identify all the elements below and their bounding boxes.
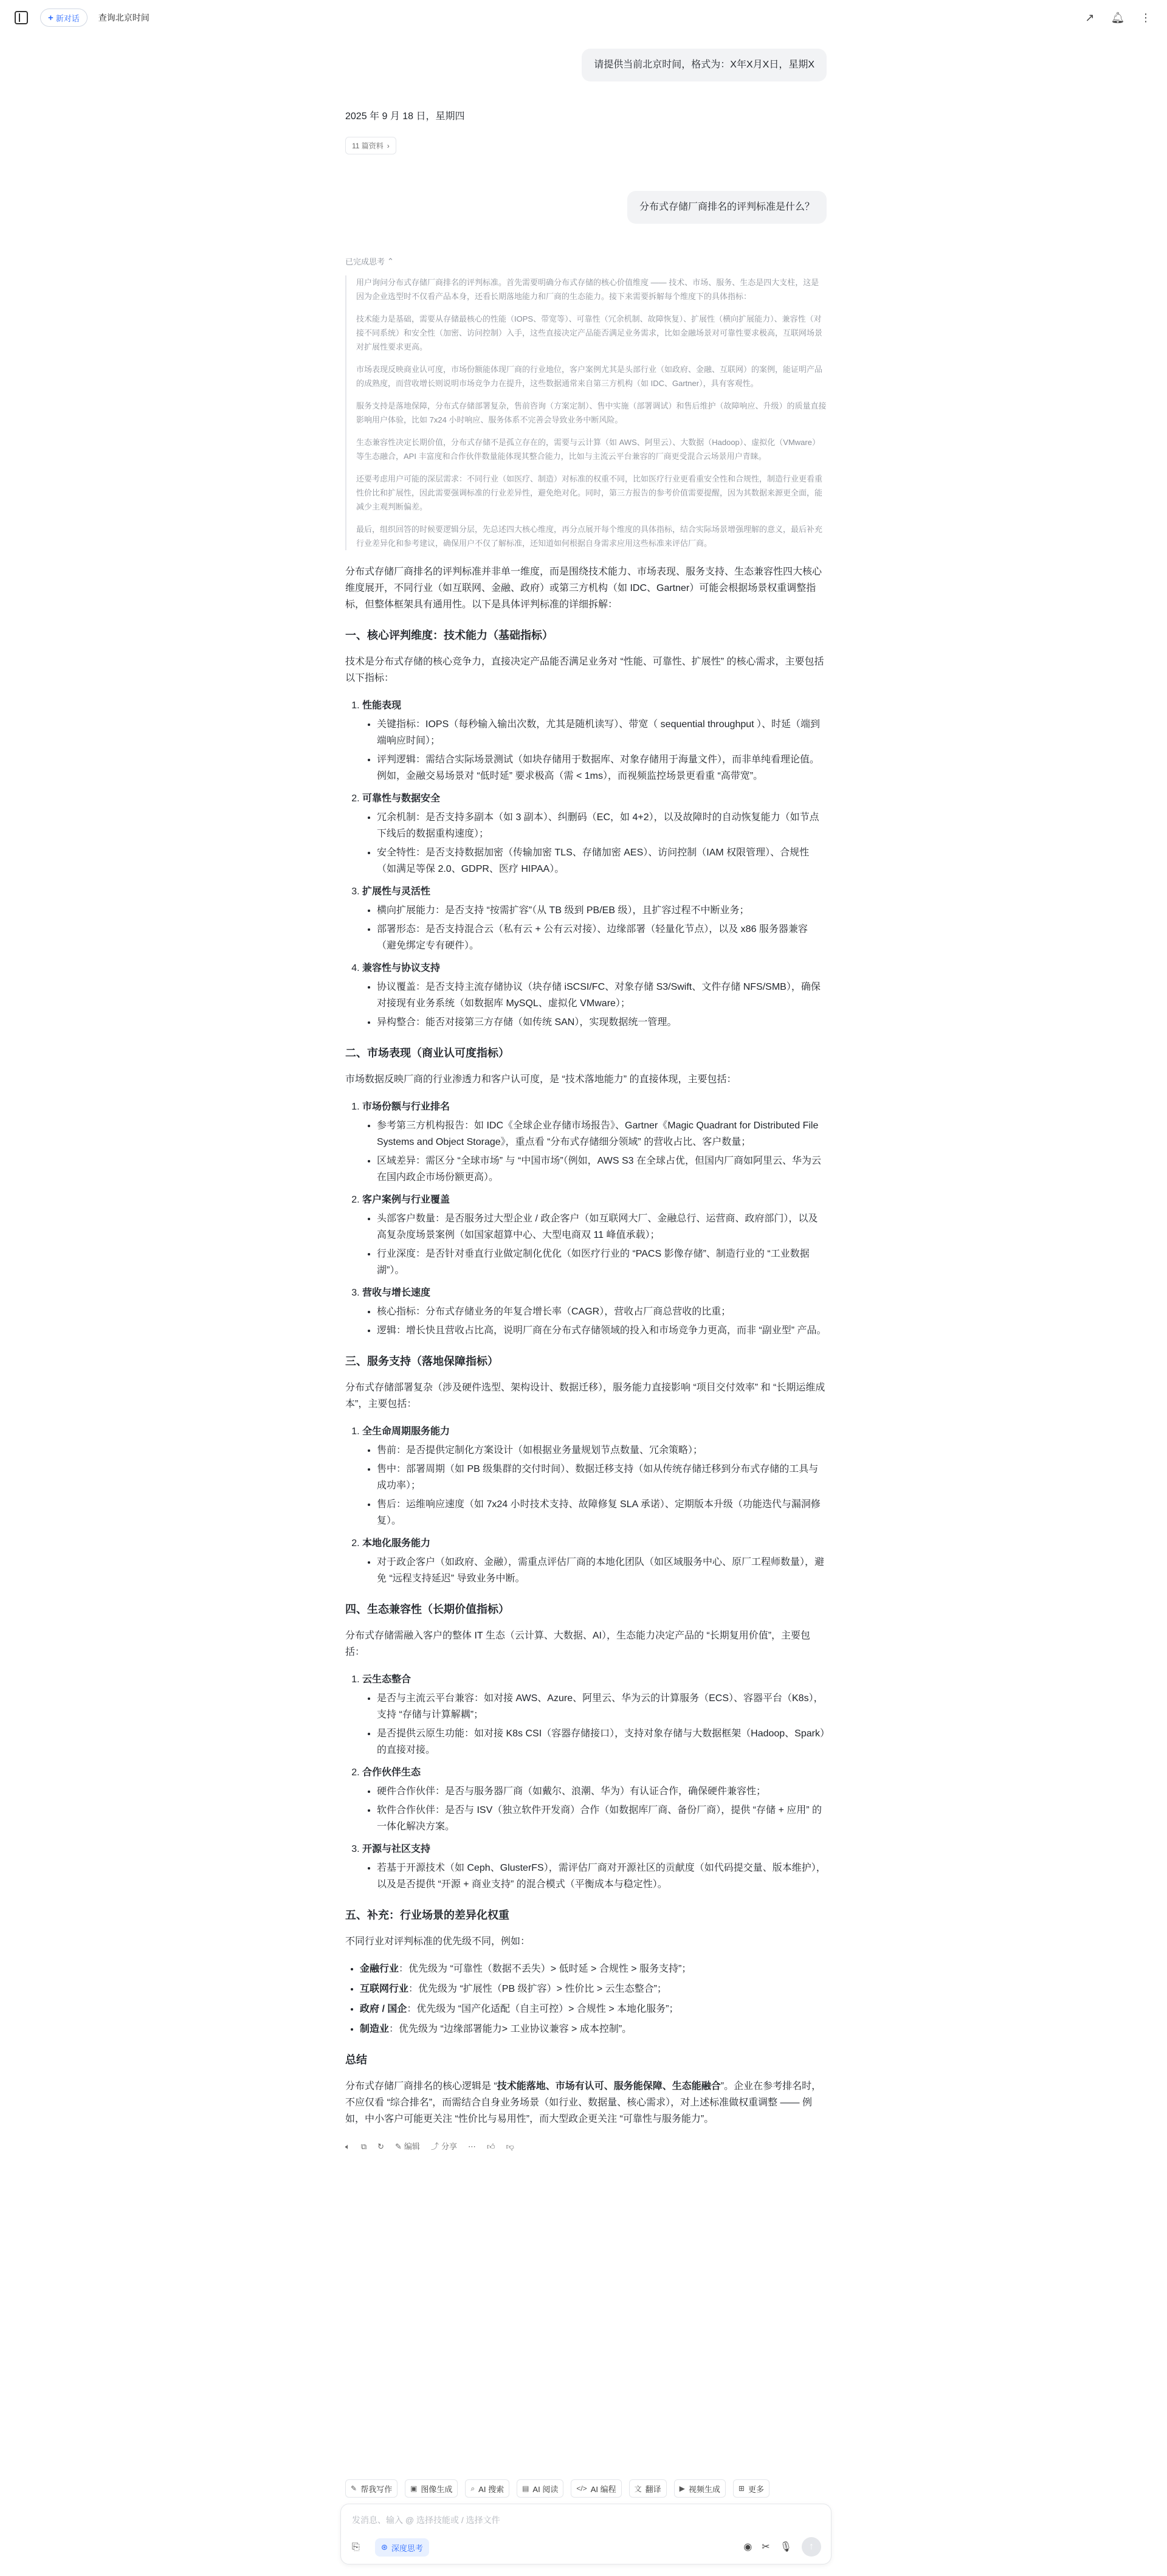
new-chat-label: 新对话 [55, 13, 80, 23]
user-message-text: 分布式存储厂商排名的评判标准是什么？ [627, 191, 827, 224]
list-item [362, 1841, 827, 1893]
bell-icon[interactable]: 🔔︎ [1110, 11, 1125, 24]
sub-item: • 行业深度：是否针对垂直行业做定制化优化（如医疗行业的 “PACS 影像存储”、制造行业的 “工业数据湖”）。 [377, 1246, 827, 1279]
sub-item: • 逻辑：增长快且营收占比高，说明厂商在分布式存储领域的投入和市场竞争力更高，而非 “副业型” 产品。 [377, 1322, 827, 1339]
image-icon: ▣ [410, 2484, 418, 2493]
tool-label: 翻译 [645, 2484, 661, 2494]
sub-item: • 区域差异：需区分 “全球市场” 与 “中国市场”（例如，AWS S3 在全球占优，但国内厂商如阿里云、华为云在国内政企市场份额更高）。 [377, 1153, 827, 1186]
summary-text [345, 2078, 827, 2127]
top-bar [0, 0, 1167, 35]
list-item [362, 883, 827, 954]
sub-item: • 是否提供云原生功能：如对接 K8s CSI（容器存储接口），支持对象存储与大数据框架（Hadoop、Spark）的直接对接。 [377, 1725, 827, 1758]
industry-priority: ：优先级为 “扩展性（PB 级扩容）> 性价比 > 云生态整合”； [408, 1984, 667, 1994]
sub-item: • 协议覆盖：是否支持主流存储协议（块存储 iSCSI/FC、对象存储 S3/Swift、文件存储 NFS/SMB），确保对接现有业务系统（如数据库 MySQL、虚拟化 VMware）； [377, 979, 827, 1012]
translate-icon: 文 [634, 2484, 642, 2493]
item-title: 3. 开源与社区支持 [362, 1844, 431, 1854]
chevron-up-icon: ⌃ [387, 256, 394, 266]
deep-think-icon: ⊛ [381, 2543, 388, 2552]
send-button[interactable]: ↑ [802, 2537, 821, 2557]
item-title: 3. 营收与增长速度 [362, 1288, 431, 1298]
list-item [360, 2021, 827, 2037]
book-icon: ▤ [522, 2484, 529, 2493]
list-item [360, 2001, 827, 2017]
thinking-toggle[interactable] [345, 255, 827, 267]
section-lead: 分布式存储需融入客户的整体 IT 生态（云计算、大数据、AI），生态能力决定产品的 “长期复用价值”，主要包括： [345, 1631, 811, 1657]
answer-date: 2025 年 9 月 18 日，星期四 [345, 111, 465, 122]
industry-name: 金融行业 [360, 1964, 399, 1974]
sub-item: • 关键指标：IOPS（每秒输入输出次数，尤其是随机读写）、带宽（ sequential throughput ）、时延（端到端响应时间）； [377, 716, 827, 749]
answer-intro: 分布式存储厂商排名的评判标准并非单一维度，而是围绕技术能力、市场表现、服务支持、生态兼容性四大核心维度展开，不同行业（如互联网、金融、政府）或第三方机构（如 IDC、Gartner）可能会根据场景权重调整指标，但整体框架具有通用性。以下是具体评判标准的详细拆解： [345, 567, 822, 610]
section-title: 三、服务支持（落地保障指标） [345, 1355, 498, 1367]
tool-code[interactable] [571, 2479, 621, 2498]
section-list [345, 1099, 827, 1339]
sub-item: • 异构整合：能否对接第三方存储（如传统 SAN），实现数据统一管理。 [377, 1014, 827, 1031]
item-title: 1. 全生命周期服务能力 [362, 1426, 450, 1437]
deep-think-label: 深度思考 [391, 2543, 423, 2553]
sub-item: • 是否与主流云平台兼容：如对接 AWS、Azure、阿里云、华为云的计算服务（ECS）、容器平台（K8s），支持 “存储与计算解耦”； [377, 1690, 827, 1723]
sources-button[interactable] [345, 137, 396, 154]
tool-image[interactable] [405, 2479, 458, 2498]
section-title: 一、核心评判维度：技术能力（基础指标） [345, 629, 553, 641]
share-label: 分享 [441, 2142, 457, 2151]
list-item [362, 790, 827, 877]
new-chat-button[interactable] [40, 9, 88, 27]
grid-icon: ⊞ [738, 2484, 745, 2493]
sub-item: • 对于政企客户（如政府、金融），需重点评估厂商的本地化团队（如区域服务中心、原厂工程师数量），避免 “远程支持延迟” 导致业务中断。 [377, 1554, 827, 1587]
section-list [345, 1671, 827, 1893]
sub-item: • 软件合作伙伴：是否与 ISV（独立软件开发商）合作（如数据库厂商、备份厂商），提供 “存储 + 应用” 的一体化解决方案。 [377, 1802, 827, 1835]
industry-name: 制造业 [360, 2024, 390, 2034]
tool-search[interactable] [465, 2479, 509, 2498]
thinking-paragraph: 还要考虑用户可能的深层需求：不同行业（如医疗、制造）对标准的权重不同，比如医疗行业更看重安全性和合规性，制造行业更看重性价比和扩展性，因此需要强调标准的行业差异性，避免绝对化。同时，第三方报告的参考价值需要提醒，因为其数据来源更全面，能减少主观判断偏差。 [356, 474, 823, 511]
item-title: 1. 市场份额与行业排名 [362, 1102, 450, 1112]
search-icon: ⌕ [470, 2484, 475, 2493]
user-message-text: 请提供当前北京时间，格式为：X年X月X日，星期X [582, 49, 827, 81]
plus-icon: + [48, 12, 53, 23]
section-lead: 技术是分布式存储的核心竞争力，直接决定产品能否满足业务对 “性能、可靠性、扩展性” 的核心需求，主要包括以下指标： [345, 657, 824, 683]
industry-priority: ：优先级为 “可靠性（数据不丢失）> 低时延 > 合规性 > 服务支持”； [399, 1964, 692, 1974]
code-icon: </> [576, 2484, 587, 2493]
sub-item: • 参考第三方机构报告：如 IDC《全球企业存储市场报告》、Gartner《Magic Quadrant for Distributed File Systems and Object Storage》，重点看 “分布式存储细分领域” 的营收占比、客户数量； [377, 1117, 827, 1150]
tool-label: 帮我写作 [360, 2484, 393, 2494]
tool-label: AI 编程 [590, 2484, 616, 2494]
item-title: 2. 本地化服务能力 [362, 1538, 431, 1549]
sub-item: • 头部客户数量：是否服务过大型企业 / 政企客户（如互联网大厂、金融总行、运营商、政府部门），以及高复杂度场景案例（如国家超算中心、大型电商双 11 峰值承载）； [377, 1210, 827, 1243]
regenerate-icon[interactable]: ↻ [377, 2142, 385, 2151]
section-title: 二、市场表现（商业认可度指标） [345, 1047, 509, 1059]
conversation [345, 49, 827, 2155]
more-icon[interactable]: ⋮ [1140, 11, 1151, 24]
tool-bar [345, 2479, 827, 2498]
tool-read[interactable] [517, 2479, 563, 2498]
list-item [362, 697, 827, 784]
list-item [362, 1671, 827, 1758]
attachment-icon[interactable]: ⎘ [352, 2542, 360, 2552]
item-title: 1. 云生态整合 [362, 1674, 411, 1685]
tool-label: AI 搜索 [478, 2484, 504, 2494]
assistant-answer [345, 564, 827, 2155]
composer-placeholder[interactable]: 发消息、输入 @ 选择技能或 / 选择文件 [352, 2515, 500, 2525]
section-title: 五、补充：行业场景的差异化权重 [345, 1909, 509, 1921]
sub-item: • 若基于开源技术（如 Ceph、GlusterFS），需评估厂商对开源社区的贡献度（如代码提交量、版本维护），以及是否提供 “开源 + 商业支持” 的混合模式（平衡成本与稳定性）。 [377, 1860, 827, 1893]
thinking-paragraph: 用户询问分布式存储厂商排名的评判标准。首先需要明确分布式存储的核心价值维度 —— 技术、市场、服务、生态是四大支柱，这是因为企业选型时不仅看产品本身，还看长期落地能力和厂商的生态能力。接下来需要拆解每个维度下的具体指标： [356, 278, 819, 301]
section-list [345, 697, 827, 1031]
section-title: 总结 [345, 2054, 367, 2066]
thumbs-down-icon[interactable]: 👎︎ [506, 2142, 514, 2151]
microphone-icon[interactable]: 🎙︎ [779, 2542, 792, 2552]
summary-part: ”。企业在参考排名时，不应仅看 “综合排名”，而需结合自身业务场景（如行业、数据量、核心需求），对上述标准做权重调整 —— 例如，中小客户可能更关注 “性价比与易用性”，而大型政企更关注 “可靠性与服务能力”。 [345, 2081, 822, 2124]
sub-item: • 评判逻辑：需结合实际场景测试（如块存储用于数据库、对象存储用于海量文件），而非单纯看理论值。例如，金融交易场景对 “低时延” 要求极高（需 < 1ms），而视频监控场景更看重 “高带宽”。 [377, 751, 827, 784]
sub-item: • 核心指标：分布式存储业务的年复合增长率（CAGR），营收占厂商总营收的比重； [377, 1304, 827, 1320]
scissors-icon[interactable]: ✂ [762, 2542, 770, 2552]
thinking-paragraph: 最后，组织回答的时候要逻辑分层，先总述四大核心维度，再分点展开每个维度的具体指标，结合实际场景增强理解的意义，最后补充行业差异化和参考建议，确保用户不仅了解标准，还知道如何根据自身需求应用这些标准来评估厂商。 [356, 525, 823, 548]
item-title: 3. 扩展性与灵活性 [362, 886, 431, 897]
section-lead: 市场数据反映厂商的行业渗透力和客户认可度，是 “技术落地能力” 的直接体现，主要包括： [345, 1074, 737, 1085]
tool-label: 视频生成 [688, 2484, 720, 2494]
tool-write[interactable] [345, 2479, 398, 2498]
summary-bold: 技术能落地、市场有认可、服务能保障、生态能融合 [497, 2081, 721, 2091]
deep-think-toggle[interactable] [375, 2538, 429, 2557]
industry-name: 互联网行业 [360, 1984, 409, 1994]
list-item [360, 1981, 827, 1997]
thinking-paragraph: 技术能力是基础，需要从存储最核心的性能（IOPS、带宽等）、可靠性（冗余机制、故障恢复）、扩展性（横向扩展能力）、兼容性（对接不同系统）和安全性（加密、访问控制）入手，这些直接决定产品能否满足业务需求，比如金融场景对可靠性要求极高，互联网场景对扩展性要求更高。 [356, 314, 823, 351]
chat-title: 查询北京时间 [98, 13, 150, 22]
list-item [362, 1192, 827, 1279]
share-icon: ⤴ [430, 2142, 439, 2151]
camera-icon[interactable]: ◉ [743, 2542, 752, 2552]
list-item [360, 1961, 827, 1977]
sub-item: • 冗余机制：是否支持多副本（如 3 副本）、纠删码（EC，如 4+2），以及故障时的自动恢复能力（如节点下线后的数据重构速度）； [377, 809, 827, 842]
user-message [345, 49, 827, 81]
tool-translate[interactable] [629, 2479, 667, 2498]
section-lead: 不同行业对评判标准的优先级不同，例如： [345, 1936, 531, 1947]
thumbs-up-icon[interactable]: 👍︎ [486, 2142, 495, 2151]
message-actions [345, 2138, 827, 2155]
share-button[interactable] [431, 2138, 457, 2155]
sources-label: 11 篇资料 [352, 142, 384, 150]
tool-label: AI 阅读 [532, 2484, 559, 2494]
tool-label: 图像生成 [421, 2484, 453, 2494]
tool-label: 更多 [748, 2484, 764, 2494]
edit-icon: ✎ [395, 2142, 402, 2151]
chevron-right-icon: › [387, 141, 390, 150]
sub-item: • 硬件合作伙伴：是否与服务器厂商（如戴尔、浪潮、华为）有认证合作，确保硬件兼容性； [377, 1783, 827, 1800]
section-list [345, 1423, 827, 1587]
more-icon[interactable]: ⋯ [467, 2142, 476, 2151]
item-title: 4. 兼容性与协议支持 [362, 963, 441, 973]
thinking-paragraph: 生态兼容性决定长期价值，分布式存储不是孤立存在的，需要与云计算（如 AWS、阿里云）、大数据（Hadoop）、虚拟化（VMware）等生态融合，API 丰富度和合作伙伴数量能体现其整合能力，比如与主流云平台兼容的厂商更受混合云场景用户青睐。 [356, 438, 820, 461]
sub-item: • 安全特性：是否支持数据加密（传输加密 TLS、存储加密 AES）、访问控制（IAM 权限管理）、合规性（如满足等保 2.0、GDPR、医疗 HIPAA）。 [377, 844, 827, 877]
item-title: 2. 客户案例与行业覆盖 [362, 1195, 450, 1205]
industry-priority: ：优先级为 “边缘部署能力> 工业协议兼容 > 成本控制”。 [389, 2024, 632, 2034]
list-item [362, 1285, 827, 1339]
pen-icon: ✎ [351, 2484, 357, 2493]
sub-item: • 售中：部署周期（如 PB 级集群的交付时间）、数据迁移支持（如从传统存储迁移到分布式存储的工具与成功率）； [377, 1461, 827, 1494]
industry-priority: ：优先级为 “国产化适配（自主可控）> 合规性 > 本地化服务”； [407, 2004, 679, 2014]
summary-part: 分布式存储厂商排名的核心逻辑是 “ [345, 2081, 497, 2091]
sidebar-toggle-icon[interactable] [15, 11, 28, 24]
share-icon[interactable]: ↗ [1085, 11, 1095, 24]
item-title: 1. 性能表现 [362, 700, 402, 711]
list-item [362, 1423, 827, 1529]
industry-list [345, 1961, 827, 2037]
edit-label: 编辑 [404, 2142, 420, 2151]
list-item [362, 960, 827, 1031]
sub-item: • 横向扩展能力：是否支持 “按需扩容”（从 TB 级到 PB/EB 级），且扩容过程不中断业务； [377, 902, 827, 919]
item-title: 2. 合作伙伴生态 [362, 1767, 421, 1778]
list-item [362, 1764, 827, 1835]
thinking-paragraph: 市场表现反映商业认可度，市场份额能体现厂商的行业地位，客户案例尤其是头部行业（如政府、金融、互联网）的案例，能证明产品的成熟度，而营收增长则说明市场竞争力在提升，这些数据通常来自第三方机构（如 IDC、Gartner），具有客观性。 [356, 365, 823, 388]
section-title: 四、生态兼容性（长期价值指标） [345, 1603, 509, 1615]
sub-item: • 售后：运维响应速度（如 7x24 小时技术支持、故障修复 SLA 承诺）、定期版本升级（功能迭代与漏洞修复）。 [377, 1496, 827, 1529]
tool-video[interactable] [674, 2479, 726, 2498]
tool-more[interactable] [733, 2479, 769, 2498]
user-message [345, 191, 827, 224]
speaker-icon[interactable]: 🔈︎ [345, 2142, 350, 2151]
copy-icon[interactable]: ⧉ [360, 2142, 367, 2151]
thinking-label: 已完成思考 [345, 257, 385, 266]
edit-button[interactable] [395, 2138, 420, 2155]
list-item [362, 1099, 827, 1186]
message-composer[interactable] [340, 2504, 831, 2564]
item-title: 2. 可靠性与数据安全 [362, 793, 441, 804]
list-item [362, 1535, 827, 1587]
section-lead: 分布式存储部署复杂（涉及硬件选型、架构设计、数据迁移），服务能力直接影响 “项目交付效率” 和 “长期运维成本”，主要包括： [345, 1383, 825, 1409]
thinking-paragraph: 服务支持是落地保障，分布式存储部署复杂，售前咨询（方案定制）、售中实施（部署调试）和售后维护（故障响应、升级）的质量直接影响用户体验，比如 7x24 小时响应、服务体系不完善会导致业务中断风险。 [356, 401, 827, 424]
industry-name: 政府 / 国企 [360, 2004, 407, 2014]
sub-item: • 售前：是否提供定制化方案设计（如根据业务量规划节点数量、冗余策略）； [377, 1442, 827, 1459]
video-icon: ▶ [679, 2484, 685, 2493]
thinking-block [345, 275, 827, 550]
sub-item: • 部署形态：是否支持混合云（私有云 + 公有云对接）、边缘部署（轻量化节点），以及 x86 服务器兼容（避免绑定专有硬件）。 [377, 921, 827, 954]
